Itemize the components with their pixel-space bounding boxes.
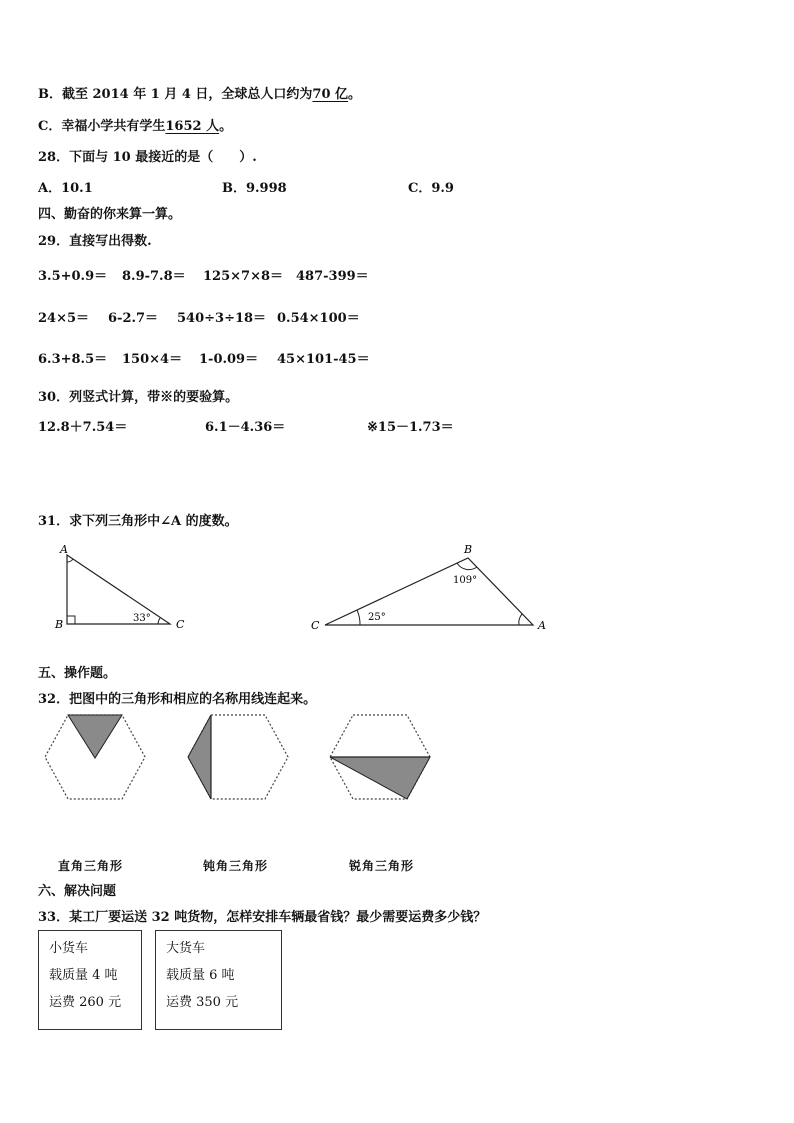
calc-2-1: 24×5＝: [38, 311, 90, 326]
triangle-2-figure: [305, 540, 555, 635]
section-5-title: 五、操作题。: [38, 666, 117, 681]
vertex-a-label: A: [60, 543, 68, 556]
label-acute-triangle: 锐角三角形: [349, 859, 415, 873]
small-truck-box: [38, 930, 142, 1030]
label-obtuse-triangle: 钝角三角形: [203, 859, 269, 873]
vertical-calc-1: 12.8＋7.54＝: [38, 420, 128, 435]
triangle-1-figure: [50, 540, 200, 635]
statement-c: [38, 115, 232, 134]
calc-3-4: 45×101-45＝: [277, 352, 370, 367]
calc-1-1: 3.5+0.9＝: [38, 269, 108, 284]
calc-1-3: 125×7×8＝: [203, 269, 284, 284]
angle-a2-arc: [519, 614, 522, 625]
hexagon-2-figure: [183, 710, 293, 805]
statement-c-underlined: 1652 人: [165, 119, 220, 134]
question-28: 28．下面与 10 最接近的是（ ）.: [38, 150, 257, 165]
question-31: 31．求下列三角形中∠A 的度数。: [38, 514, 238, 529]
hexagon-3-triangle: [330, 757, 430, 799]
calc-1-2: 8.9-7.8＝: [122, 269, 186, 284]
calc-2-4: 0.54×100＝: [277, 311, 360, 326]
calc-3-3: 1-0.09＝: [199, 352, 259, 367]
vertex-c2-label: C: [311, 619, 320, 632]
big-truck-load: 载质量 6 吨: [166, 968, 235, 983]
question-29: 29．直接写出得数.: [38, 234, 152, 249]
angle-c-arc: [158, 618, 160, 624]
angle-c-value: 33°: [133, 613, 151, 624]
hexagon-1-triangle: [68, 715, 122, 758]
triangle-1-shape: [67, 555, 170, 624]
question-30: 30．列竖式计算，带※的要验算。: [38, 390, 239, 405]
angle-c2-value: 25°: [368, 612, 386, 623]
vertex-c-label: C: [176, 618, 185, 631]
calc-3-2: 150×4＝: [122, 352, 183, 367]
right-angle-mark: [67, 616, 75, 624]
statement-c-text: C．幸福小学共有学生: [38, 119, 166, 134]
triangle-2-shape: [325, 558, 533, 625]
question-33: 33．某工厂要运送 32 吨货物，怎样安排车辆最省钱？最少需要运费多少钱？: [38, 910, 487, 925]
question-32: 32．把图中的三角形和相应的名称用线连起来。: [38, 692, 317, 707]
vertical-calc-3: ※15－1.73＝: [367, 420, 454, 435]
statement-c-end: 。: [219, 119, 233, 134]
statement-b: [38, 83, 361, 102]
hexagon-3-figure: [325, 710, 435, 805]
vertex-b2-label: B: [464, 543, 473, 556]
vertex-a2-label: A: [538, 619, 546, 632]
big-truck-title: 大货车: [166, 941, 206, 956]
hexagon-2-triangle: [188, 715, 211, 799]
calc-2-3: 540÷3÷18＝: [177, 311, 267, 326]
angle-c2-arc: [357, 610, 360, 625]
vertical-calc-2: 6.1－4.36＝: [205, 420, 286, 435]
option-c: C．9.9: [408, 181, 454, 196]
option-a: A．10.1: [38, 181, 93, 196]
calc-2-2: 6-2.7＝: [108, 311, 159, 326]
big-truck-box: [155, 930, 282, 1030]
angle-a-arc: [67, 559, 73, 562]
section-4-title: 四、勤奋的你来算一算。: [38, 207, 182, 222]
angle-b-value: 109°: [453, 575, 478, 586]
vertex-b-label: B: [55, 618, 64, 631]
option-b: B．9.998: [222, 181, 287, 196]
small-truck-load: 载质量 4 吨: [49, 968, 118, 983]
statement-b-underlined: 70 亿: [312, 87, 349, 102]
calc-1-4: 487-399＝: [296, 269, 369, 284]
statement-b-end: 。: [348, 87, 362, 102]
small-truck-fee: 运费 260 元: [49, 995, 122, 1010]
small-truck-title: 小货车: [49, 941, 89, 956]
section-6-title: 六、解决问题: [38, 884, 117, 899]
hexagon-1-figure: [40, 710, 150, 805]
label-right-triangle: 直角三角形: [58, 859, 124, 873]
statement-b-text: B．截至 2014 年 1 月 4 日，全球总人口约为: [38, 87, 313, 102]
big-truck-fee: 运费 350 元: [166, 995, 239, 1010]
calc-3-1: 6.3+8.5＝: [38, 352, 108, 367]
